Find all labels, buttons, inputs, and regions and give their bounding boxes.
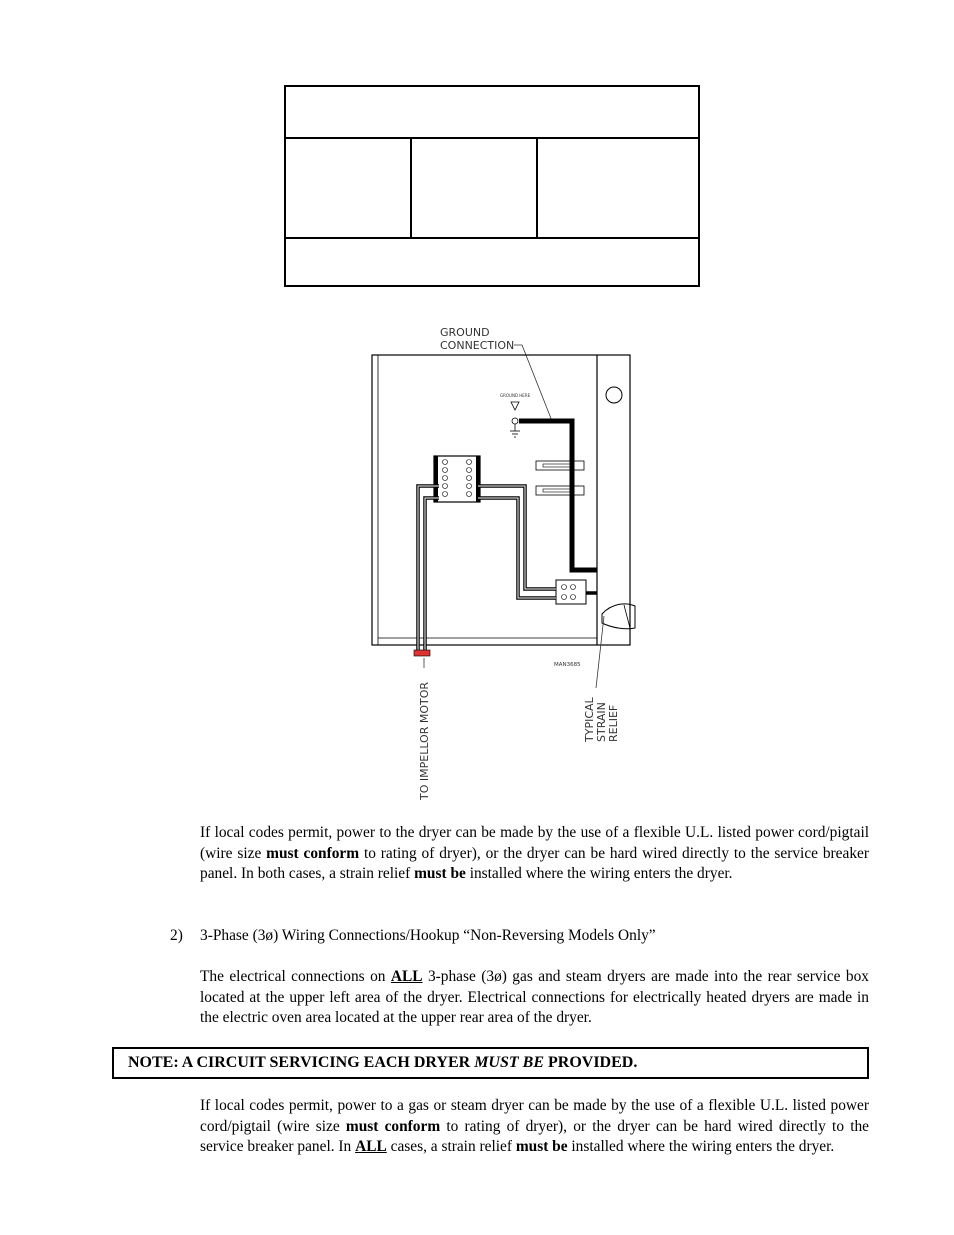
underlined-run: ALL xyxy=(355,1138,387,1155)
bold-run: must conform xyxy=(266,844,360,862)
note-text: PROVIDED. xyxy=(544,1054,638,1071)
underlined-run: ALL xyxy=(390,968,423,985)
bold-run: must conform xyxy=(345,1117,441,1135)
paragraph-3-phase-connections xyxy=(200,967,869,1029)
text-run: 3-phase (3ø) gas and steam dryers are made into the rear service box located at the upper left area of the dryer. Electrical connections for electrically heated dryers are made in the electric oven area located at the upper rear area of the dryer. xyxy=(200,968,870,1026)
table-column-divider xyxy=(410,137,412,237)
text-run: to rating of dryer), or the dryer can be hard wired directly to the service breaker panel. In xyxy=(200,1117,869,1155)
ground-icon xyxy=(510,402,520,437)
ground-tag: GROUND HERE xyxy=(500,393,531,398)
text-run: If local codes permit, power to the dryer can be made by the use of a flexible U.L. listed power cord/pigtail (wire size xyxy=(200,824,869,862)
strain-label-line1: TYPICAL xyxy=(583,697,596,742)
strain-label-line2: STRAIN xyxy=(595,702,608,742)
table-header-row xyxy=(286,87,698,139)
strain-label-line3: RELIEF xyxy=(607,704,620,742)
bold-run: must be xyxy=(414,865,466,882)
text-run: The electrical connections on xyxy=(200,968,391,985)
bold-run: must be xyxy=(515,1138,568,1155)
paragraph-gas-steam-power xyxy=(200,1096,869,1158)
paragraph-power-cord xyxy=(200,823,869,885)
note-text: NOTE: A CIRCUIT SERVICING EACH DRYER xyxy=(128,1054,475,1071)
ground-label-line1: GROUND xyxy=(440,326,490,339)
wiring-diagram xyxy=(360,318,650,808)
text-run: installed where the wiring enters the dryer. xyxy=(567,1138,835,1155)
drawing-id: MAN3685 xyxy=(554,662,581,668)
text-run: to rating of dryer), or the dryer can be hard wired directly to the service breaker panel. In both cases, a strain relief xyxy=(200,844,869,882)
table-body-row xyxy=(286,137,698,239)
list-item-number: 2) xyxy=(170,927,183,944)
empty-table xyxy=(284,85,700,287)
section-heading-3-phase: 3-Phase (3ø) Wiring Connections/Hookup “Non-Reversing Models Only” xyxy=(200,927,656,944)
text-run: cases, a strain relief xyxy=(386,1138,516,1155)
note-box xyxy=(112,1047,869,1079)
ground-label-line2: CONNECTION xyxy=(440,339,515,352)
text-run: installed where the wiring enters the dryer. xyxy=(465,865,733,882)
note-emphasis: MUST BE xyxy=(474,1054,544,1071)
text-run: If local codes permit, power to a gas or steam dryer can be made by the use of a flexible U.L. listed power cord/pigtail (wire size xyxy=(200,1097,869,1135)
motor-label: TO IMPELLOR MOTOR xyxy=(418,681,431,800)
table-column-divider xyxy=(536,137,538,237)
